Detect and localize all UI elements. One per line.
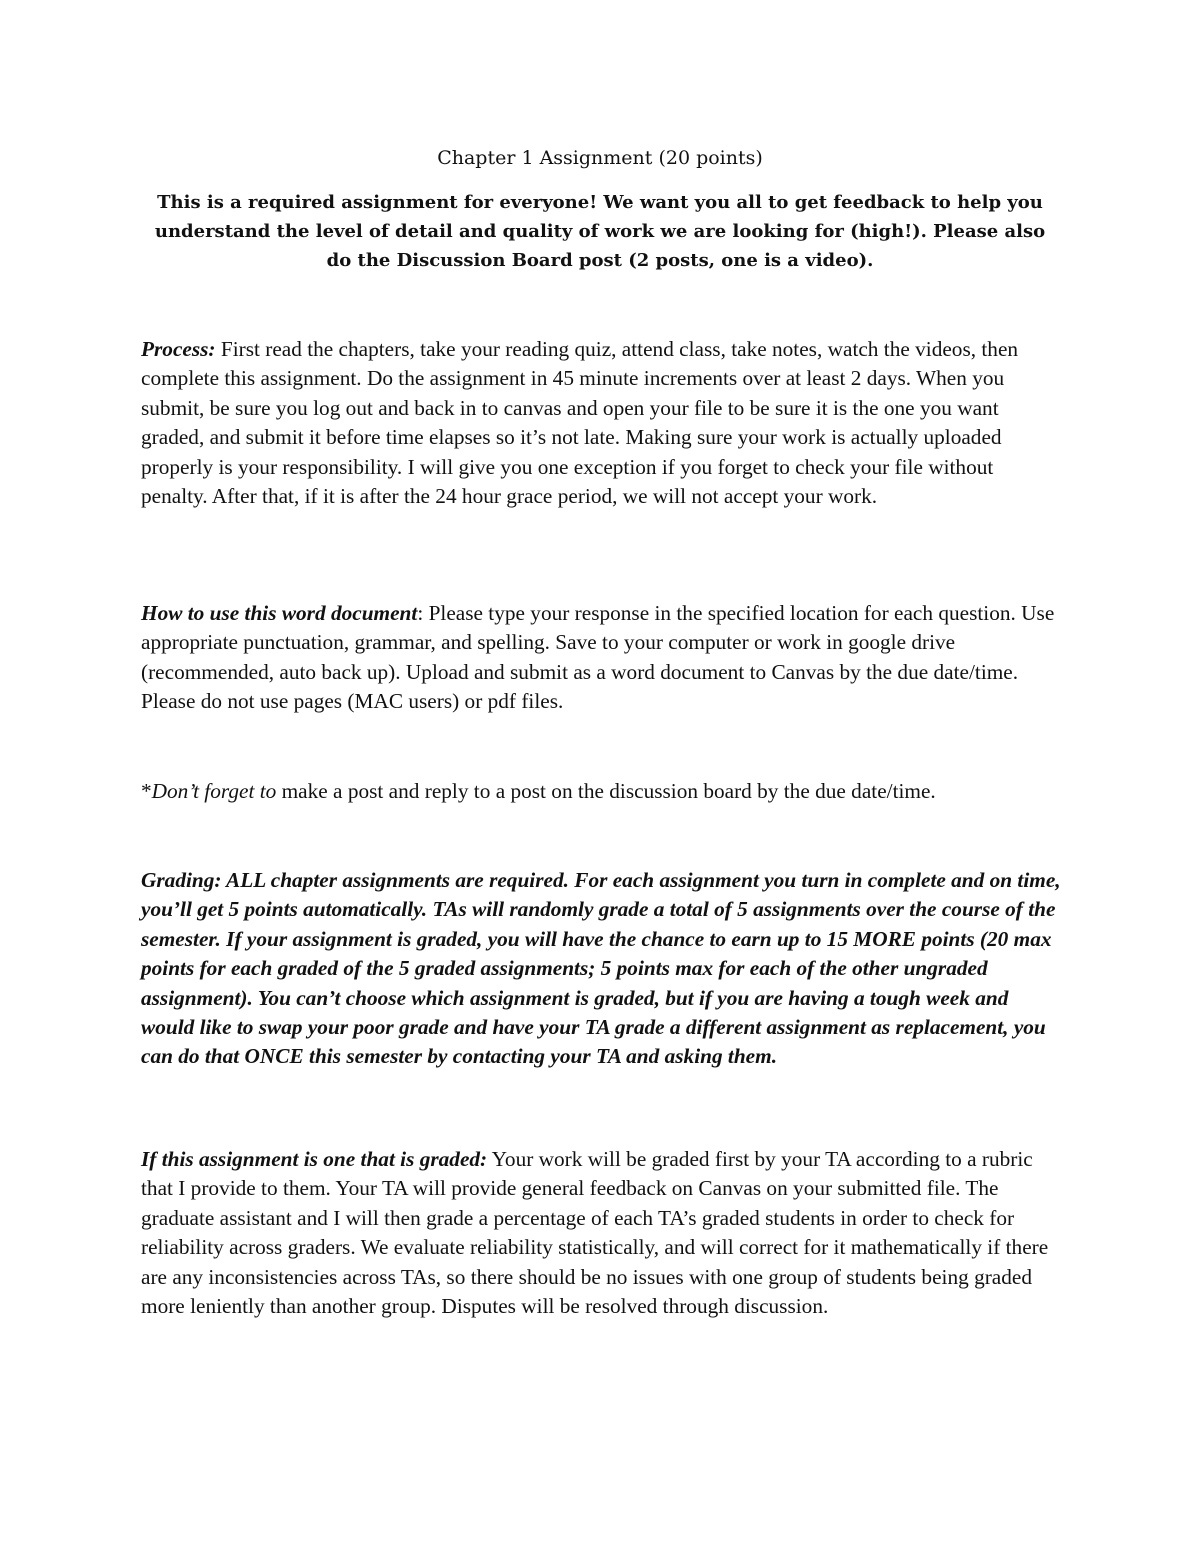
reminder-label: Don’t forget to bbox=[151, 779, 277, 803]
reminder-paragraph bbox=[141, 777, 1061, 806]
process-paragraph bbox=[141, 335, 1061, 511]
howto-text: : Please type your response in the specified location for each question. Use appropriate punctuation, grammar, and spelling. Save to your computer or work in google drive (recommended, auto back up). Upload and submit as a word document to Canvas by the due date/time. Please do not use pages (MAC users) or pdf files. bbox=[141, 601, 1055, 714]
howto-label: How to use this word document bbox=[141, 601, 418, 625]
page-title: Chapter 1 Assignment (20 points) bbox=[437, 147, 763, 169]
process-label: Process: bbox=[141, 337, 216, 361]
howto-paragraph bbox=[141, 599, 1061, 717]
graded-info-text: Your work will be graded first by your TA according to a rubric that I provide to them. Your TA will provide general feedback on Canvas on your submitted file. The graduate assistant and I will then grade a percentage of each TA’s graded students in order to check for reliability across graders. We evaluate reliability statistically, and will correct for it mathematically if there are any inconsistencies across TAs, so there should be no issues with one group of students being graded more leniently than another group. Disputes will be resolved through discussion. bbox=[141, 1147, 1049, 1319]
reminder-text: make a post and reply to a post on the discussion board by the due date/time. bbox=[276, 779, 936, 803]
grading-paragraph: Grading: ALL chapter assignments are required. For each assignment you turn in complete and on time, you’ll get 5 points automatically. TAs will randomly grade a total of 5 assignments over the course of the semester. If your assignment is graded, you will have the chance to earn up to 15 MORE points (20 max points for each graded of the 5 graded assignments; 5 points max for each of the other ungraded assignment). You can’t choose which assignment is graded, but if you are having a tough week and would like to swap your poor grade and have your TA grade a different assignment as replacement, you can do that ONCE this semester by contacting your TA and asking them. bbox=[141, 868, 1061, 1069]
reminder-prefix: * bbox=[141, 779, 152, 803]
graded-info-label: If this assignment is one that is graded: bbox=[141, 1147, 488, 1171]
intro-paragraph: This is a required assignment for everyone! We want you all to get feedback to help you understand the level of detail and quality of work we are looking for (high!). Please also do the Discussion Board post (2 posts, one is a video). bbox=[154, 192, 1046, 271]
process-text: First read the chapters, take your reading quiz, attend class, take notes, watch the videos, then complete this assignment. Do the assignment in 45 minute increments over at least 2 days. When you submit, be sure you log out and back in to canvas and open your file to be sure it is the one you want graded, and submit it before time elapses so it’s not late. Making sure your work is actually uploaded properly is your responsibility. I will give you one exception if you forget to check your file without penalty. After that, if it is after the 24 hour grace period, we will not accept your work. bbox=[141, 337, 1019, 509]
graded-info-paragraph bbox=[141, 1145, 1061, 1321]
